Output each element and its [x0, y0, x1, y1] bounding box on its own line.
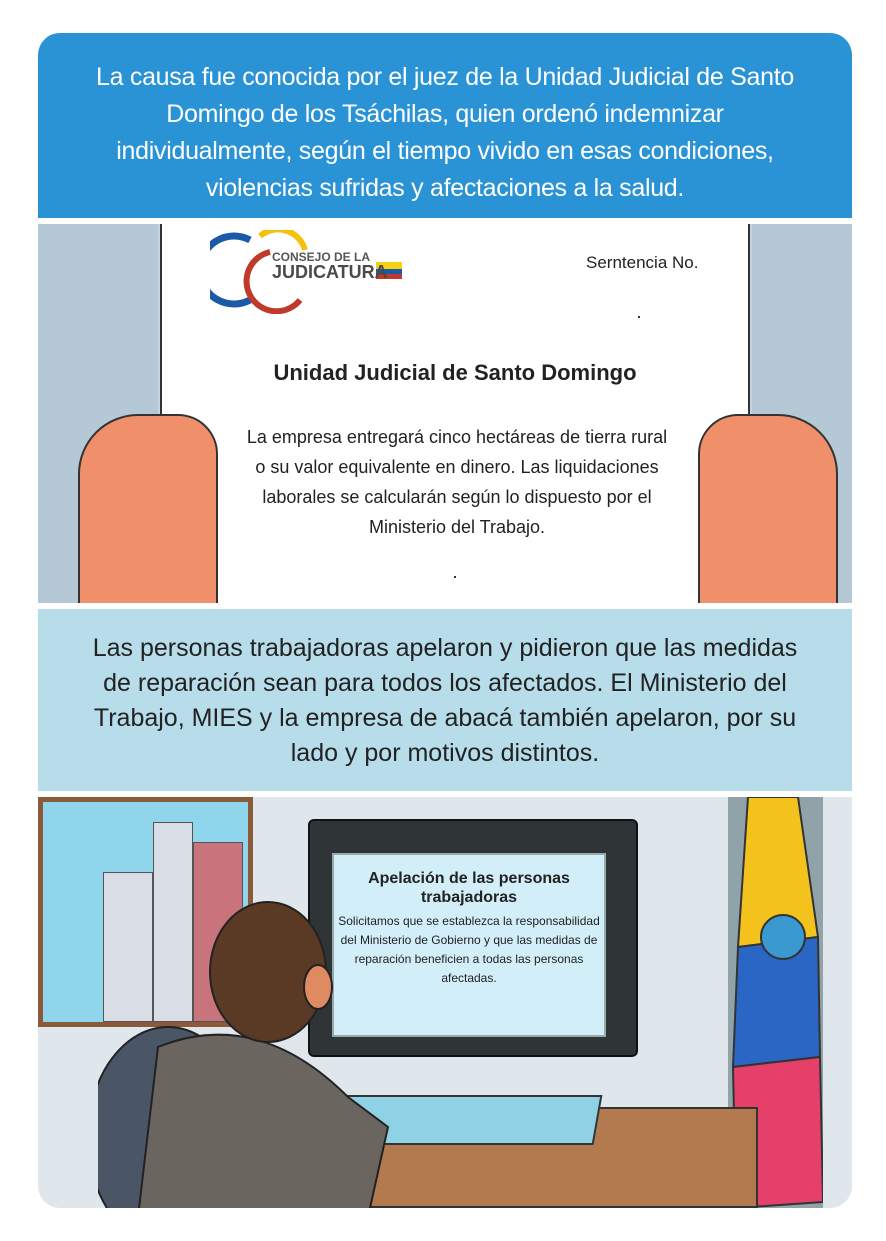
screen-title: Apelación de las personas trabajadoras	[368, 870, 570, 906]
screen-body: Solicitamos que se establezca la responsabilidad del Ministerio de Gobierno y que las medidas de reparación beneficien a todas las personas afectadas.	[338, 914, 600, 985]
caption-text: Las personas trabajadoras apelaron y pidieron que las medidas de reparación sean para todos los afectados. El Ministerio del Trabajo, MIES y la empresa de abacá también apelaron, por su lado y por motivos distintos.	[92, 634, 798, 767]
caption-panel-1	[38, 33, 852, 218]
document-title: Unidad Judicial de Santo Domingo	[273, 360, 637, 385]
office-worker	[98, 887, 418, 1208]
judicatura-logo	[210, 230, 410, 314]
logo-line-1: CONSEJO DE LA	[272, 250, 371, 264]
sentence-number-label: Serntencia No.	[586, 253, 699, 272]
document-panel	[38, 224, 852, 603]
dot	[454, 576, 456, 578]
document-body: La empresa entregará cinco hectáreas de tierra rural o su valor equivalente en dinero. Las liquidaciones laborales se calcularán según lo dispuesto por el Ministerio del Trabajo.	[246, 427, 668, 537]
caption-panel-3	[38, 609, 852, 791]
office-panel	[38, 797, 852, 1208]
logo-line-2: JUDICATURA	[272, 262, 388, 282]
comic-page	[38, 33, 852, 1208]
right-hand	[698, 414, 838, 603]
court-document	[160, 224, 750, 603]
dot	[638, 316, 640, 318]
left-hand	[78, 414, 218, 603]
caption-text: La causa fue conocida por el juez de la Unidad Judicial de Santo Domingo de los Tsáchilas, quien ordenó indemnizar individualmente, según el tiempo vivido en esas condiciones, violencias sufridas y afectaciones a la salud.	[96, 63, 794, 202]
